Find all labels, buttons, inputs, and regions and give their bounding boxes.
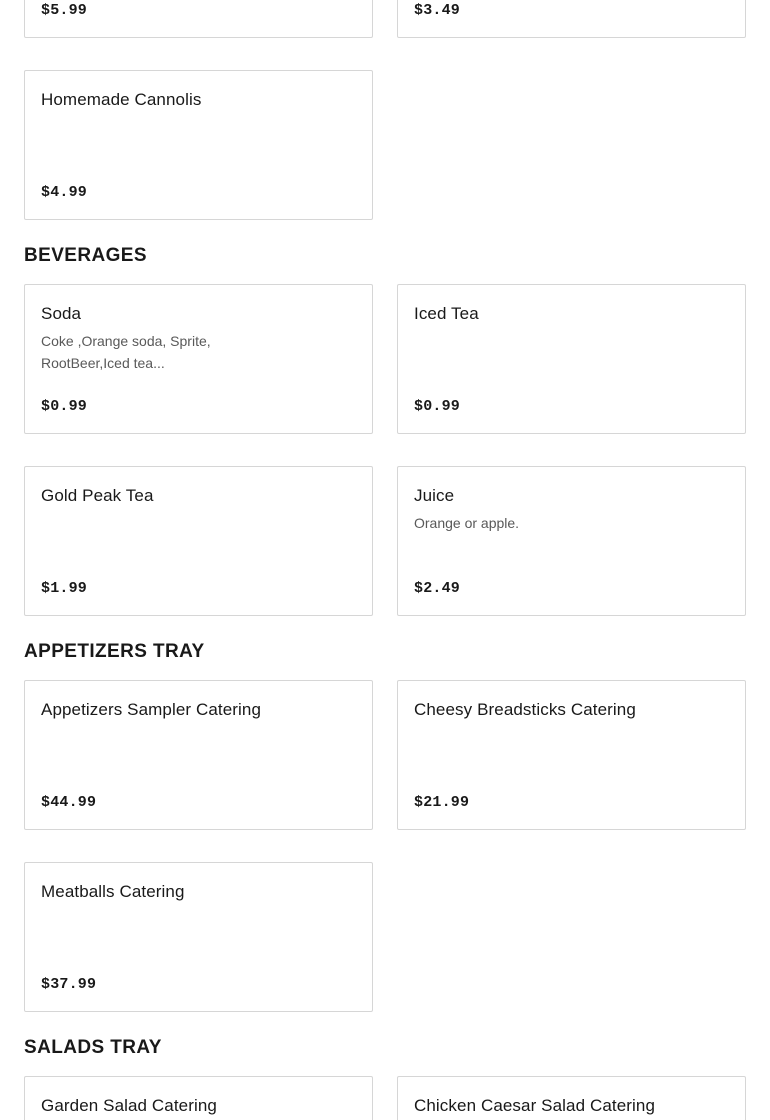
menu-item-card[interactable] xyxy=(397,680,746,830)
menu-item-card[interactable] xyxy=(397,466,746,616)
menu-item-card[interactable] xyxy=(24,70,373,220)
item-name: Garden Salad Catering xyxy=(41,1096,217,1115)
item-price: $3.49 xyxy=(414,2,461,19)
item-price: $4.99 xyxy=(41,184,88,201)
item-name: Gold Peak Tea xyxy=(41,486,154,505)
item-name: Soda xyxy=(41,304,82,323)
item-price: $44.99 xyxy=(41,794,97,811)
menu-item-card[interactable] xyxy=(24,862,373,1012)
item-name: Chicken Caesar Salad Catering xyxy=(414,1096,656,1115)
item-description: Coke ,Orange soda, Sprite, RootBeer,Iced tea... xyxy=(41,333,211,371)
menu-item-card[interactable] xyxy=(24,680,373,830)
item-name: Homemade Cannolis xyxy=(41,90,202,109)
item-price: $21.99 xyxy=(414,794,470,811)
item-name: Cheesy Breadsticks Catering xyxy=(414,700,636,719)
item-price: $5.99 xyxy=(41,2,88,19)
item-price: $0.99 xyxy=(414,398,461,415)
menu-item-card[interactable] xyxy=(24,0,373,38)
menu-item-card[interactable] xyxy=(24,466,373,616)
item-description: Orange or apple. xyxy=(414,515,520,531)
item-name: Iced Tea xyxy=(414,304,479,323)
item-name: Appetizers Sampler Catering xyxy=(41,700,262,719)
item-name: Juice xyxy=(414,486,455,505)
item-price: $37.99 xyxy=(41,976,97,993)
menu-item-card[interactable] xyxy=(397,1076,746,1120)
item-price: $2.49 xyxy=(414,580,461,597)
menu-item-card[interactable] xyxy=(24,284,373,434)
section-title-appetizers-tray: APPETIZERS TRAY xyxy=(24,641,205,662)
item-price: $1.99 xyxy=(41,580,88,597)
menu-item-card[interactable] xyxy=(397,0,746,38)
menu-item-card[interactable] xyxy=(397,284,746,434)
item-name: Meatballs Catering xyxy=(41,882,185,901)
section-title-salads-tray: SALADS TRAY xyxy=(24,1037,162,1058)
item-price: $0.99 xyxy=(41,398,88,415)
section-title-beverages: BEVERAGES xyxy=(24,245,147,266)
menu-item-card[interactable] xyxy=(24,1076,373,1120)
